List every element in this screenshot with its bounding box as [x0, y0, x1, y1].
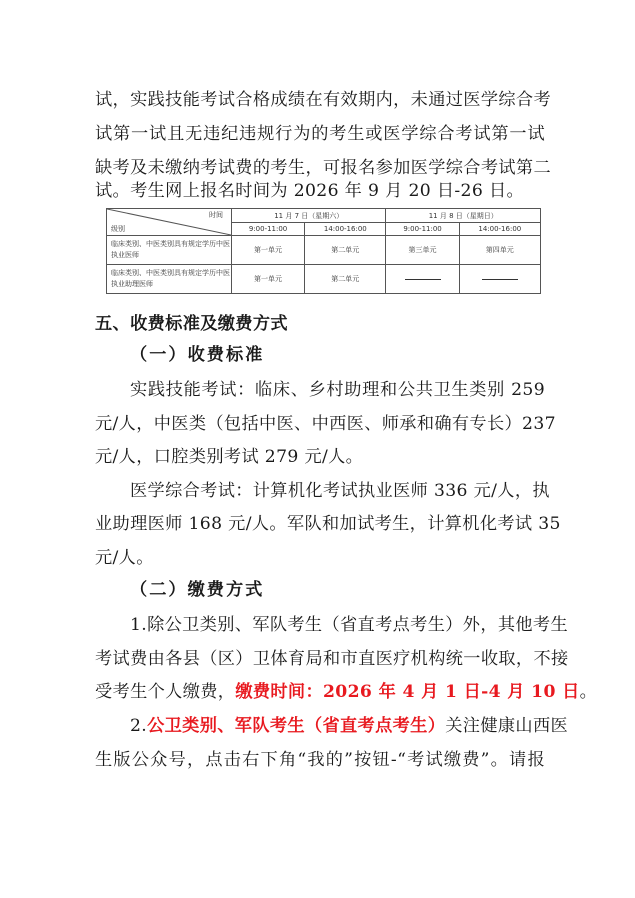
text-segment: 2. [130, 716, 148, 736]
paragraph-line: 元/人，中医类（包括中医、中西医、师承和确有专长）237 [95, 414, 556, 434]
row-label: 临床类别、中医类别具有规定学历中医执业医师 [107, 236, 232, 265]
text-segment: 。 [579, 682, 598, 702]
slot-pm-header: 14:00-16:00 [305, 223, 386, 236]
public-health-highlight: 公卫类别、军队考生（省直考点考生） [147, 716, 446, 736]
paragraph-line [130, 714, 569, 738]
table-corner-cell [107, 209, 232, 236]
table-cell: 第二单元 [305, 265, 386, 294]
row-label: 临床类别、中医类别具有规定学历中医执业助理医师 [107, 265, 232, 294]
corner-time-label: 时间 [209, 211, 223, 219]
paragraph-line: 元/人，口腔类别考试 279 元/人。 [95, 447, 364, 467]
paragraph-line: 1.除公卫类别、军队考生（省直考点考生）外，其他考生 [130, 615, 569, 635]
dash-line [405, 279, 441, 280]
table-cell: 第二单元 [305, 236, 386, 265]
slot-am-header: 9:00-11:00 [386, 223, 459, 236]
table-cell: 第一单元 [232, 265, 305, 294]
table-cell-empty [459, 265, 540, 294]
paragraph-line: 缺考及未缴纳考试费的考生，可报名参加医学综合考试第二 [95, 158, 551, 178]
table-row [107, 265, 541, 294]
text-segment: 关注健康山西医 [445, 716, 569, 736]
paragraph-line: 医学综合考试：计算机化考试执业医师 336 元/人，执 [130, 481, 550, 501]
paragraph-line: 业助理医师 168 元/人。军队和加试考生，计算机化考试 35 [95, 514, 561, 534]
table-cell: 第一单元 [232, 236, 305, 265]
subsection-heading: （一）收费标准 [130, 345, 265, 365]
paragraph-line: 元/人。 [95, 548, 154, 568]
corner-level-label: 级别 [111, 225, 125, 233]
slot-pm-header: 14:00-16:00 [459, 223, 540, 236]
table-row [107, 236, 541, 265]
paragraph-line: 生版公众号，点击右下角“我的”按钮-“考试缴费”。请报 [95, 750, 545, 770]
paragraph-line: 试第一试且无违纪违规行为的考生或医学综合考试第一试 [95, 124, 545, 144]
payment-time-highlight: 缴费时间：2026 年 4 月 1 日-4 月 10 日 [235, 682, 580, 702]
table-cell: 第四单元 [459, 236, 540, 265]
paragraph-line: 考试费由各县（区）卫体育局和市直医疗机构统一收取，不接 [95, 649, 569, 669]
table-cell-empty [386, 265, 459, 294]
paragraph-line: 试。考生网上报名时间为 2026 年 9 月 20 日-26 日。 [95, 181, 525, 201]
subsection-heading: （二）缴费方式 [130, 580, 265, 600]
table-cell: 第三单元 [386, 236, 459, 265]
dash-line [482, 279, 518, 280]
section-heading: 五、收费标准及缴费方式 [95, 314, 288, 334]
day1-header: 11 月 7 日（星期六） [232, 209, 386, 223]
text-segment: 受考生个人缴费， [95, 682, 236, 702]
day2-header: 11 月 8 日（星期日） [386, 209, 541, 223]
exam-schedule-table [106, 208, 541, 294]
paragraph-line: 试，实践技能考试合格成绩在有效期内，未通过医学综合考 [95, 90, 551, 110]
paragraph-line [95, 680, 598, 704]
paragraph-line: 实践技能考试：临床、乡村助理和公共卫生类别 259 [130, 380, 545, 400]
slot-am-header: 9:00-11:00 [232, 223, 305, 236]
